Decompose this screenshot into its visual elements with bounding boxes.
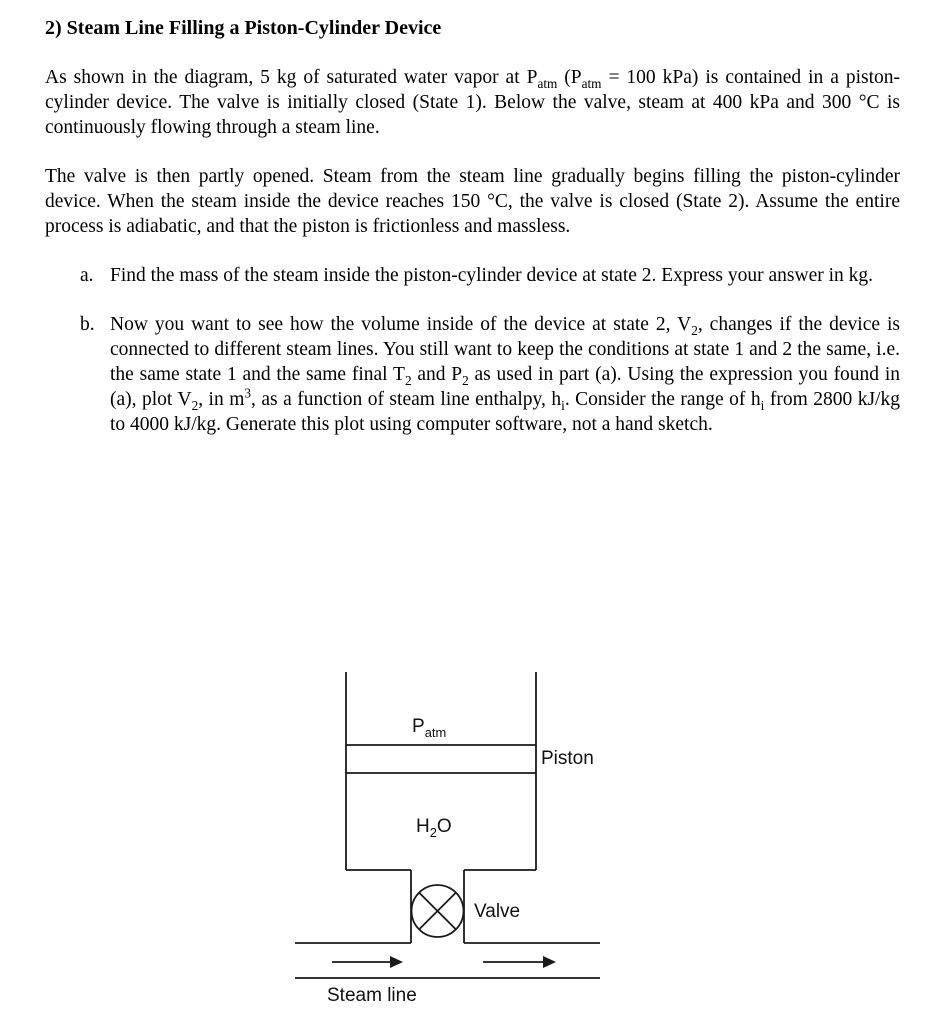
h2o-label: $H_2O$ — [416, 816, 452, 840]
paragraph-setup: As shown in the diagram, 5 kg of saturated water vapor at $P_{atm}$ ($P_{atm} = 100$ kPa) is contained in a piston-cylinder device. The valve is initially closed (State 1). Below the valve, steam at 400 kPa and 300 °C is continuously flowing through a steam line. — [45, 67, 901, 138]
flow-arrow-right-head — [543, 956, 556, 968]
steam-line-label: Steam line — [327, 985, 417, 1006]
problem-statement — [0, 0, 943, 437]
part-b — [45, 312, 900, 437]
piston-label: Piston — [541, 748, 594, 769]
diagram-drawing — [0, 670, 943, 1024]
part-a-text: Find the mass of the steam inside the piston-cylinder device at state 2. Express your answer in kg. — [110, 265, 874, 286]
paragraph-process: The valve is then partly opened. Steam from the steam line gradually begins filling the piston-cylinder device. When the steam inside the device reaches 150 °C, the valve is closed (State 2). Assume the entire process is adiabatic, and that the piston is frictionless and massless. — [45, 166, 900, 237]
part-b-marker: b. — [80, 314, 95, 335]
part-a — [45, 263, 900, 288]
patm-label: $P_{atm}$ — [412, 716, 447, 740]
part-b-text: Now you want to see how the volume inside of the device at state 2, $V_2$, changes if the device is connected to different steam lines. You still want to keep the conditions at state 1 and 2 the same, i.e. the same state 1 and the same final $T_2$ and $P_2$ as used in part (a). Using the expression you found in (a), plot $V_2$, in $m^3$, as a function of steam line enthalpy, $h_i$. Consider the range of $h_i$ from 2800 kJ/kg to 4000 kJ/kg. Generate this plot using computer software, not a hand sketch. — [110, 314, 901, 435]
part-a-marker: a. — [80, 265, 94, 286]
flow-arrow-left-head — [390, 956, 403, 968]
problem-title: 2) Steam Line Filling a Piston-Cylinder Device — [45, 17, 442, 39]
valve-label: Valve — [474, 901, 521, 922]
piston-cylinder-diagram — [0, 670, 943, 1024]
